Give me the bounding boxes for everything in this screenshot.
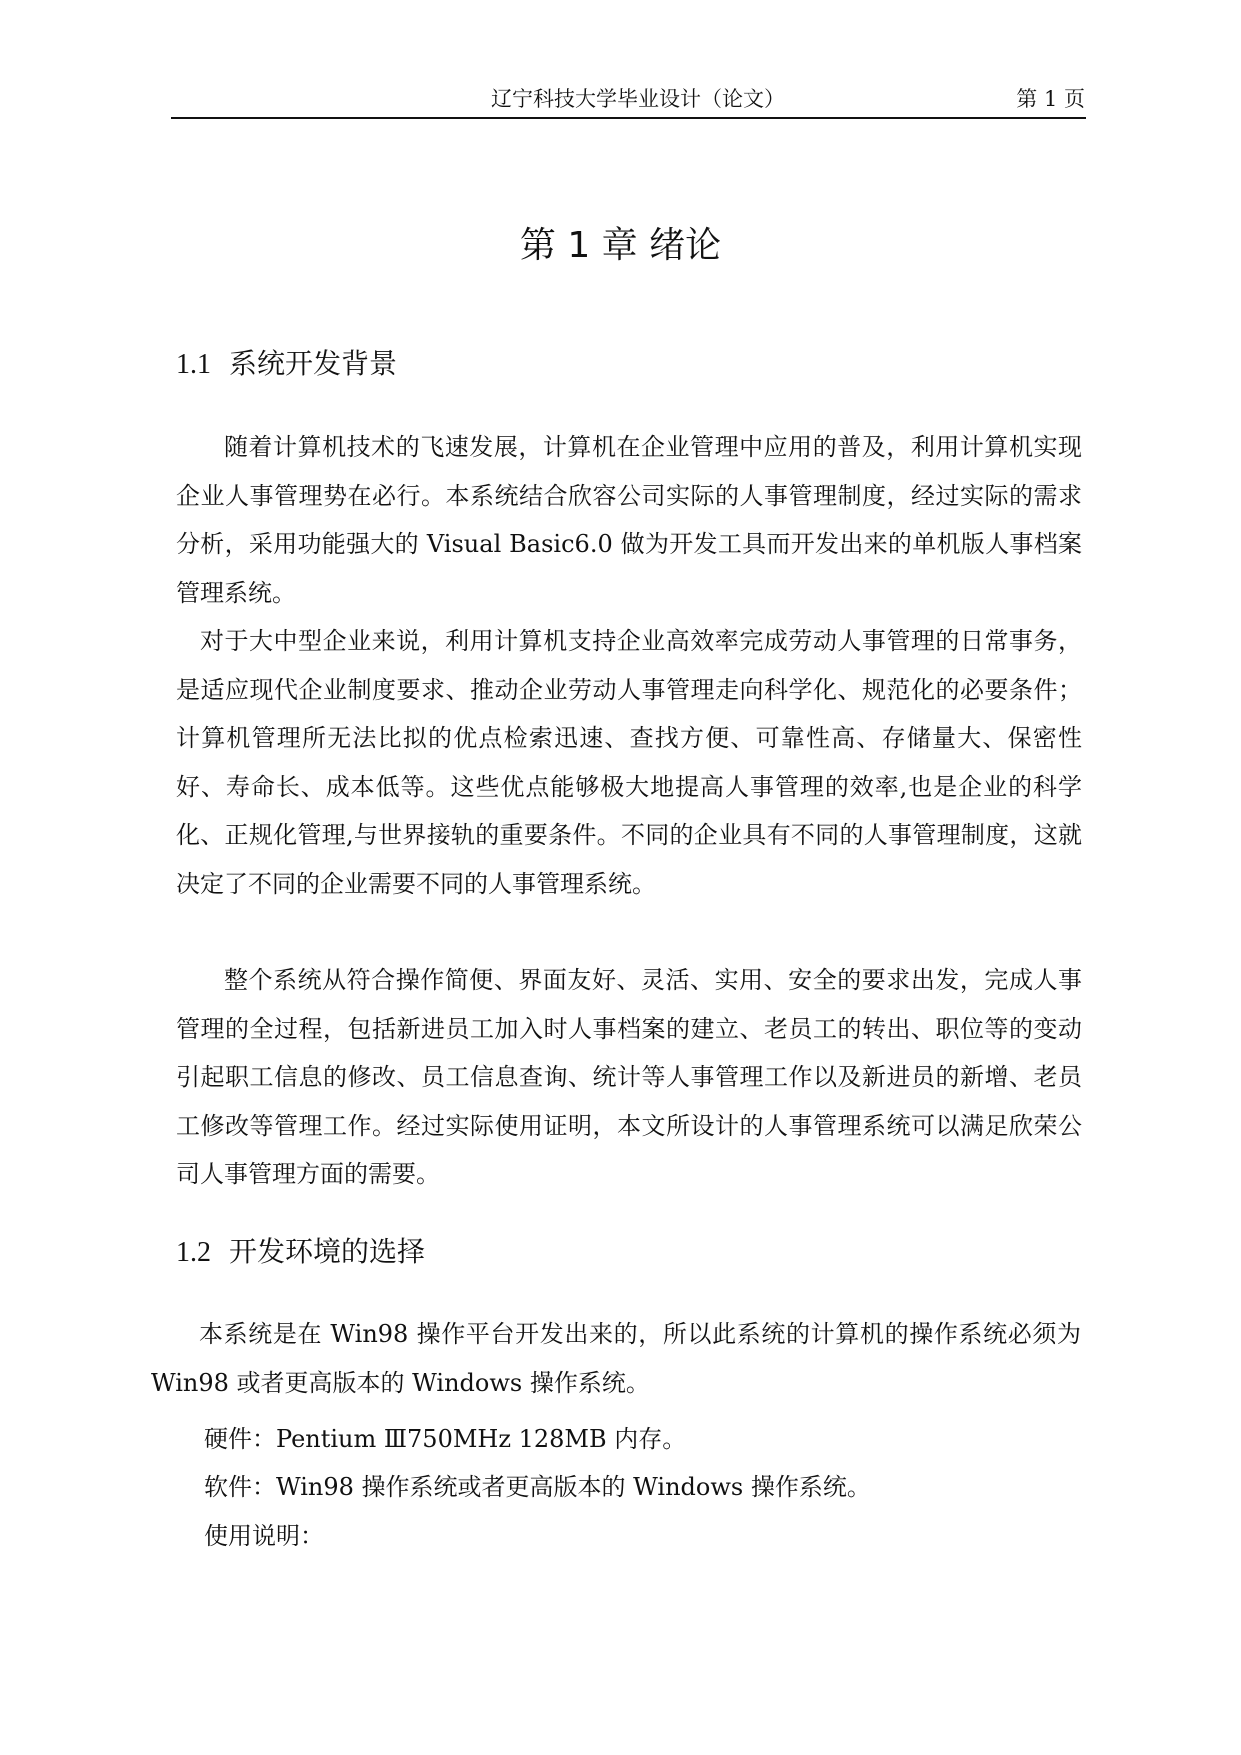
software-line: 软件：Win98 操作系统或者更高版本的 Windows 操作系统。: [204, 1473, 871, 1501]
usage-line: 使用说明：: [204, 1522, 324, 1550]
chapter-title: 第 1 章 绪论: [519, 225, 722, 266]
hardware-line: 硬件：Pentium Ⅲ750MHz 128MB 内存。: [204, 1425, 687, 1453]
section-heading-1-1: [176, 346, 397, 383]
paragraph: 整个系统从符合操作简便、界面友好、灵活、实用、安全的要求出发，完成人事管理的全过程，包括新进员工加入时人事档案的建立、老员工的转出、职位等的变动引起职工信息的修改、员工信息查询、统计等人事管理工作以及新进员的新增、老员工修改等管理工作。经过实际使用证明，本文所设计的人事管理系统可以满足欣荣公司人事管理方面的需要。: [176, 966, 1082, 1188]
page-header: [171, 84, 1085, 120]
header-rule: [171, 117, 1086, 119]
section-number: 1.1: [176, 349, 211, 380]
section-title: 开发环境的选择: [229, 1235, 426, 1268]
header-title: 辽宁科技大学毕业设计（论文）: [491, 87, 785, 111]
section-number: 1.2: [176, 1237, 211, 1268]
section-title: 系统开发背景: [229, 347, 398, 380]
paragraph: 对于大中型企业来说，利用计算机支持企业高效率完成劳动人事管理的日常事务，是适应现代企业制度要求、推动企业劳动人事管理走向科学化、规范化的必要条件；计算机管理所无法比拟的优点检索迅速、查找方便、可靠性高、存储量大、保密性好、寿命长、成本低等。这些优点能够极大地提高人事管理的效率,也是企业的科学化、正规化管理,与世界接轨的重要条件。不同的企业具有不同的人事管理制度，这就决定了不同的企业需要不同的人事管理系统。: [176, 627, 1082, 898]
header-page-number: 第 1 页: [1016, 87, 1085, 111]
section-heading-1-2: [176, 1234, 425, 1271]
paragraph: 本系统是在 Win98 操作平台开发出来的，所以此系统的计算机的操作系统必须为 Win98 或者更高版本的 Windows 操作系统。: [151, 1320, 1081, 1397]
paragraph: 随着计算机技术的飞速发展，计算机在企业管理中应用的普及，利用计算机实现企业人事管理势在必行。本系统结合欣容公司实际的人事管理制度，经过实际的需求分析，采用功能强大的 Visual Basic6.0 做为开发工具而开发出来的单机版人事档案管理系统。: [176, 433, 1082, 607]
